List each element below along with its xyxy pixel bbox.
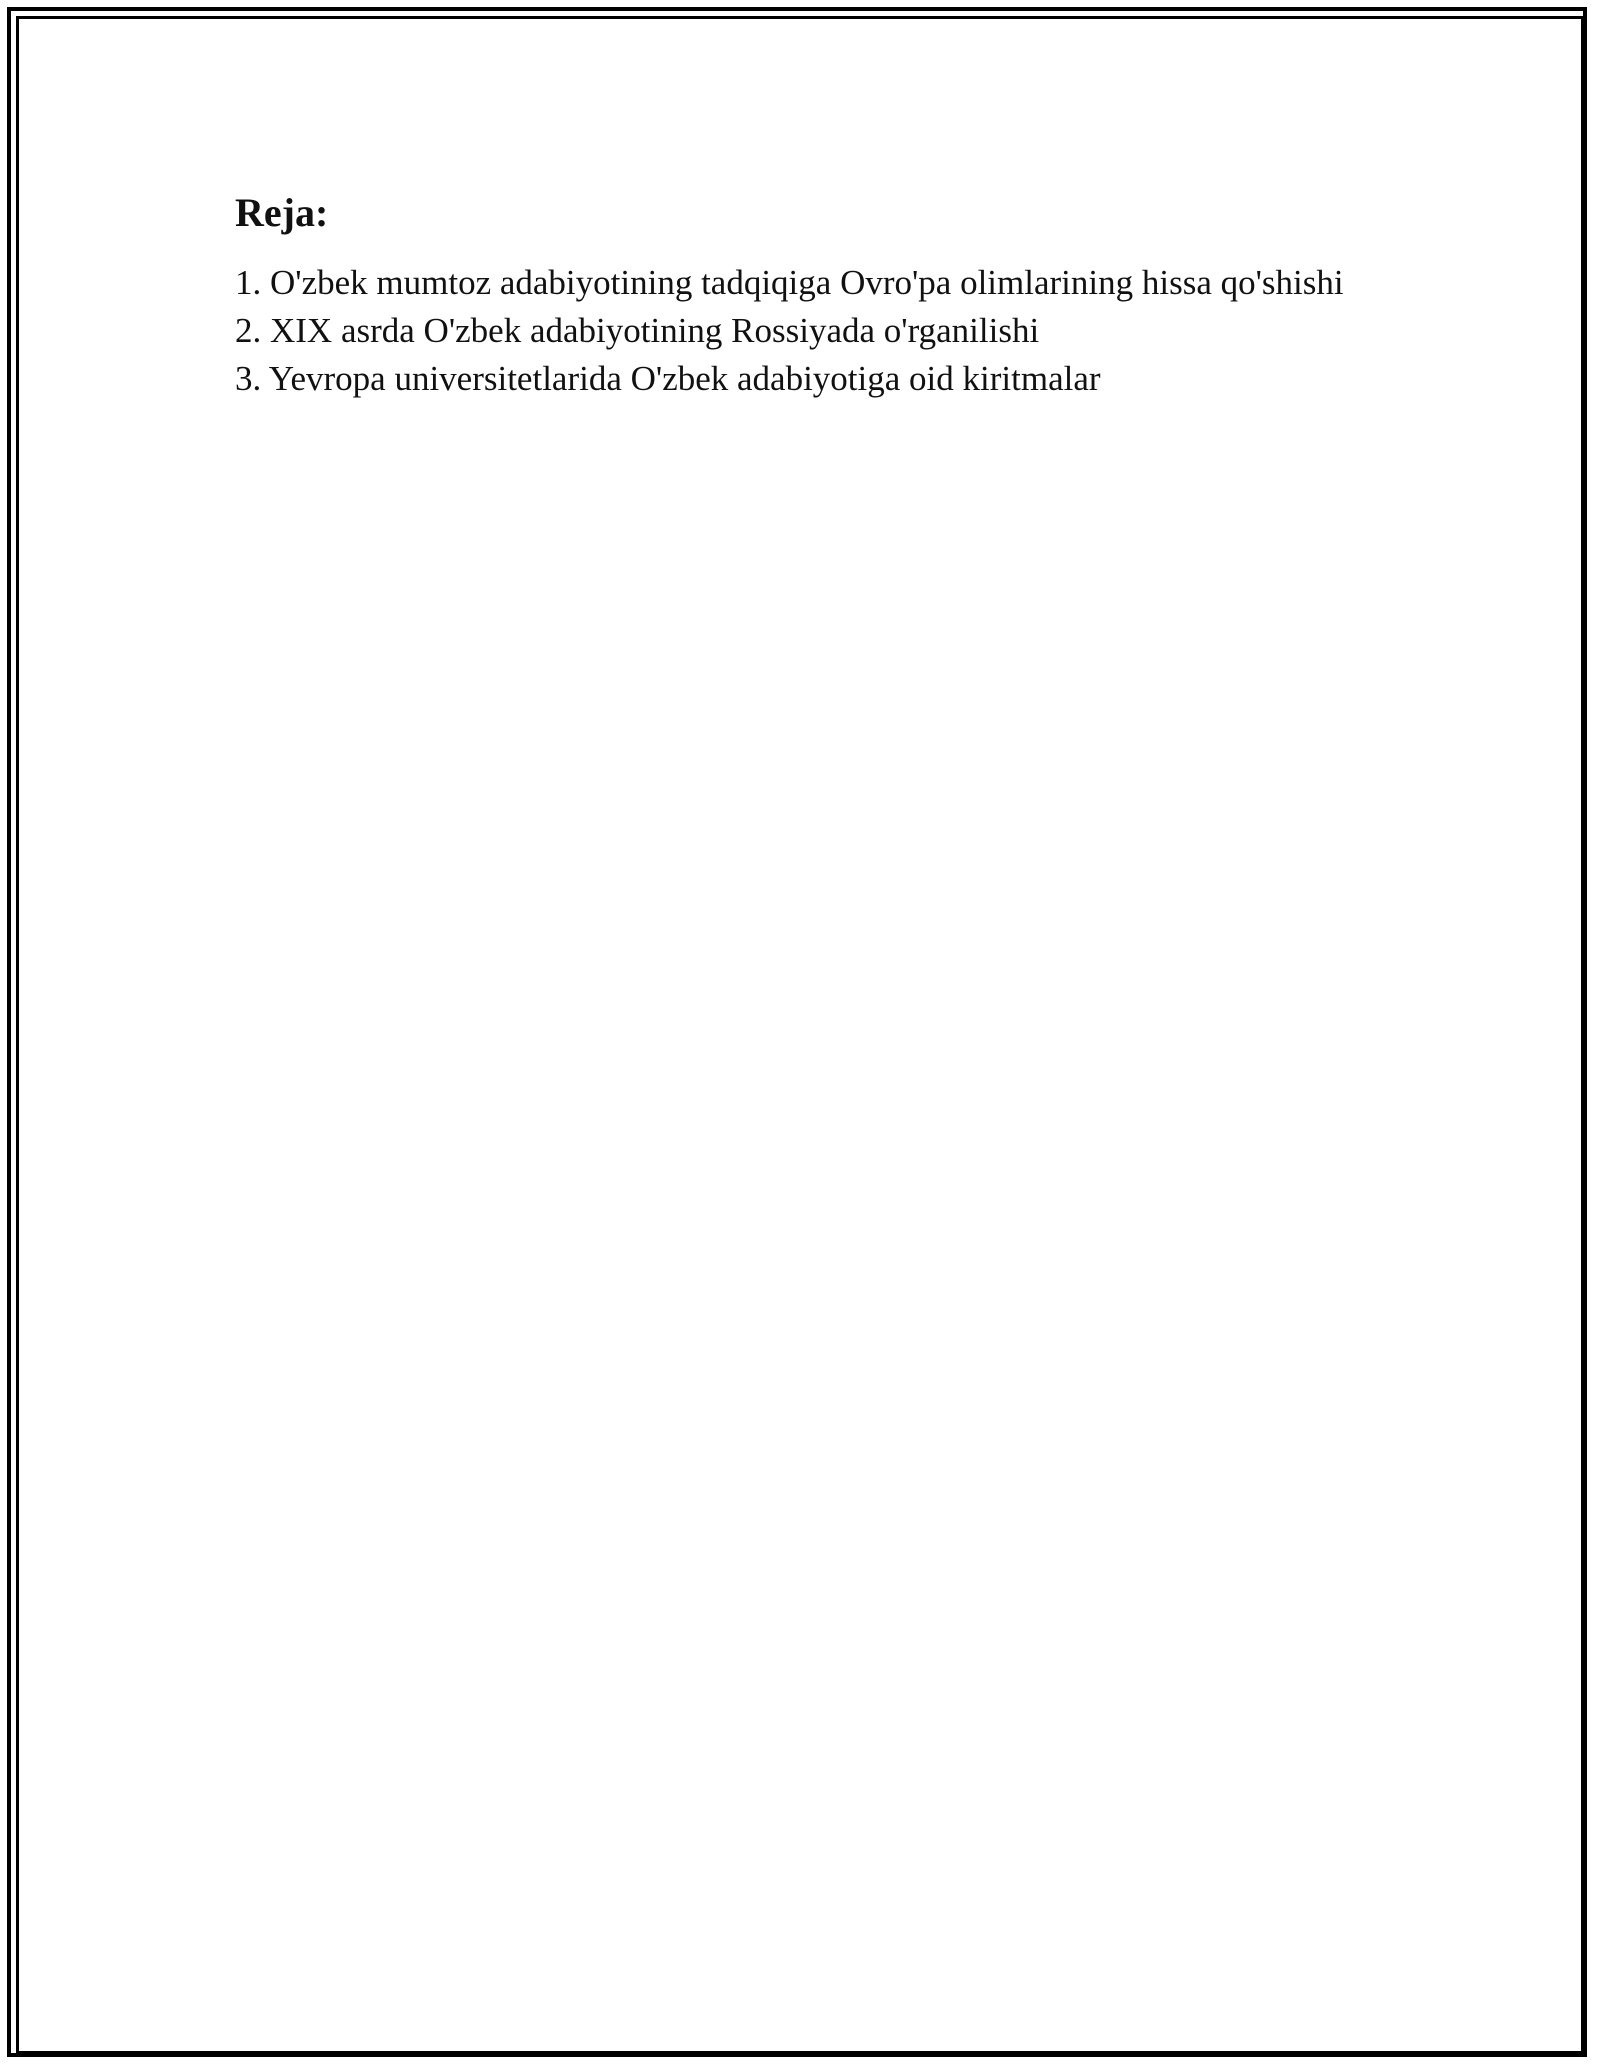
page-content	[235, 185, 1345, 403]
plan-heading: Reja:	[235, 190, 329, 235]
plan-item-1: 1. O'zbek mumtoz adabiyotining tadqiqiga Ovro'pa olimlarining hissa qo'shishi	[235, 263, 1344, 302]
plan-list	[235, 259, 1345, 403]
plan-item-2: 2. XIX asrda O'zbek adabiyotining Rossiyada o'rganilishi	[235, 311, 1040, 350]
plan-item-3: 3. Yevropa universitetlarida O'zbek adabiyotiga oid kiritmalar	[235, 359, 1101, 398]
